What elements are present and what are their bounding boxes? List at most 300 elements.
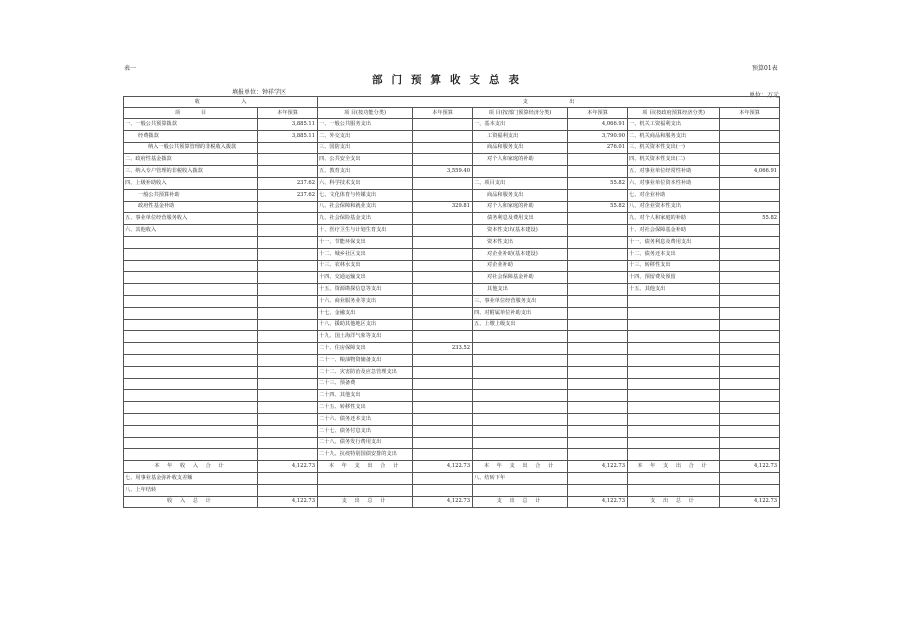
econ-dept-item-cell: 三、事业单位经营服务支出: [473, 295, 568, 307]
econ-gov-item-cell: 六、对事业单位资本性补助: [628, 177, 720, 189]
income-budget-cell: [258, 260, 318, 272]
table-row: [124, 354, 780, 366]
econ-gov-item-cell: [628, 343, 720, 355]
table-row: [124, 119, 780, 131]
empty-cell: [628, 484, 720, 496]
function-item-cell: 十七、金融支出: [318, 307, 413, 319]
income-budget-cell: [258, 354, 318, 366]
income-budget-cell: [258, 201, 318, 213]
function-budget-cell: [413, 119, 473, 131]
income-item-cell: [124, 413, 258, 425]
total-row: [124, 461, 780, 473]
function-item-cell: 八、社会保障和就业支出: [318, 201, 413, 213]
econ-dept-item-cell: [473, 413, 568, 425]
econ-dept-item-cell: [473, 425, 568, 437]
income-item-cell: [124, 437, 258, 449]
empty-cell: [258, 472, 318, 484]
income-item-cell: 四、上级补助收入: [124, 177, 258, 189]
last-year-row: [124, 484, 780, 496]
income-budget-cell: [258, 413, 318, 425]
table-row: [124, 449, 780, 461]
empty-cell: [628, 472, 720, 484]
econ-gov-budget-cell: [720, 189, 780, 201]
econ-dept-item-cell: 二、项目支出: [473, 177, 568, 189]
table-row: [124, 307, 780, 319]
econ-gov-item-cell: 十五、其他支出: [628, 284, 720, 296]
income-item-cell: 五、事业单位经营服务收入: [124, 213, 258, 225]
econ-gov-budget-cell: [720, 225, 780, 237]
function-item-cell: 十六、商业服务业等支出: [318, 295, 413, 307]
econ-dept-budget-cell: [568, 354, 628, 366]
econ-dept-budget-cell: [568, 425, 628, 437]
econ-dept-budget-cell: 276.01: [568, 142, 628, 154]
carry-label: 八、结转下年: [473, 472, 568, 484]
income-budget-cell: [258, 343, 318, 355]
econ-gov-budget-cell: [720, 402, 780, 414]
econ-gov-budget-cell: 4,066.91: [720, 166, 780, 178]
econ-gov-item-cell: [628, 354, 720, 366]
econ-gov-budget-cell: [720, 142, 780, 154]
econ-dept-item-cell: 对企业补助(基本建设): [473, 248, 568, 260]
econ-dept-budget-cell: [568, 331, 628, 343]
econ-dept-budget-cell: [568, 307, 628, 319]
econ-gov-budget-cell: [720, 177, 780, 189]
function-item-cell: 二十三、预备费: [318, 378, 413, 390]
econ-dept-item-cell: 五、上缴上级支出: [473, 319, 568, 331]
col-item-header: 项 目: [124, 108, 258, 119]
econ-gov-budget-cell: 55.82: [720, 213, 780, 225]
income-total-value: 4,122.73: [258, 461, 318, 473]
econ-dept-budget-cell: [568, 248, 628, 260]
function-budget-cell: [413, 225, 473, 237]
function-budget-cell: [413, 378, 473, 390]
econ-gov-item-cell: 二、机关商品和服务支出: [628, 130, 720, 142]
income-budget-cell: [258, 248, 318, 260]
income-item-cell: 纳入一般公共预算管理的非税收入拨款: [124, 142, 258, 154]
function-budget-cell: [413, 236, 473, 248]
function-budget-cell: [413, 425, 473, 437]
table-row: [124, 142, 780, 154]
empty-cell: [413, 472, 473, 484]
income-budget-cell: 3,885.11: [258, 119, 318, 131]
header-row-columns: [124, 108, 780, 119]
econ-dept-budget-cell: [568, 213, 628, 225]
income-header: 收 入: [124, 97, 318, 108]
table-row: [124, 319, 780, 331]
econ-dept-item-cell: 工资福利支出: [473, 130, 568, 142]
table-row: [124, 402, 780, 414]
econ-dept-item-cell: 四、对附属单位补助支出: [473, 307, 568, 319]
empty-cell: [720, 472, 780, 484]
econ-gov-item-cell: 一、机关工资福利支出: [628, 119, 720, 131]
econ-dept-item-cell: [473, 331, 568, 343]
econ-gov-item-cell: 九、对个人和家庭的补助: [628, 213, 720, 225]
function-item-cell: 一、一般公共服务支出: [318, 119, 413, 131]
econ-gov-budget-cell: [720, 260, 780, 272]
income-item-cell: [124, 272, 258, 284]
econ-dept-budget-cell: [568, 437, 628, 449]
income-item-cell: [124, 366, 258, 378]
function-budget-cell: [413, 437, 473, 449]
econ-gov-item-cell: 三、机关资本性支出(一): [628, 142, 720, 154]
income-item-cell: [124, 449, 258, 461]
function-item-cell: 二十四、其他支出: [318, 390, 413, 402]
econ-dept-item-cell: [473, 366, 568, 378]
function-item-cell: 五、教育支出: [318, 166, 413, 178]
function-item-cell: 十四、交通运输支出: [318, 272, 413, 284]
function-item-cell: 六、科学技术支出: [318, 177, 413, 189]
table-row: [124, 130, 780, 142]
income-item-cell: 一、一般公共预算拨款: [124, 119, 258, 131]
table-row: [124, 213, 780, 225]
form-code: 预算01表: [752, 65, 778, 72]
table-row: [124, 154, 780, 166]
econ-dept-budget-cell: [568, 166, 628, 178]
econ-gov-budget-cell: [720, 437, 780, 449]
table-row: [124, 272, 780, 284]
econ-dept-budget-cell: [568, 284, 628, 296]
econ-gov-budget-cell: [720, 236, 780, 248]
econ-dept-budget-cell: [568, 319, 628, 331]
function-item-cell: 二十、住房保障支出: [318, 343, 413, 355]
empty-cell: [318, 484, 413, 496]
income-item-cell: [124, 248, 258, 260]
econ-gov-item-cell: 四、机关资本性支出(二): [628, 154, 720, 166]
income-item-cell: [124, 378, 258, 390]
income-item-cell: 一般公共预算补助: [124, 189, 258, 201]
expense-total-label: 本 年 支 出 合 计: [318, 461, 413, 473]
function-item-cell: 四、公共安全支出: [318, 154, 413, 166]
function-budget-cell: [413, 331, 473, 343]
income-budget-cell: [258, 213, 318, 225]
econ-dept-item-cell: 对社会保障基金补助: [473, 272, 568, 284]
function-budget-cell: [413, 130, 473, 142]
function-budget-cell: [413, 319, 473, 331]
function-budget-cell: [413, 142, 473, 154]
income-item-cell: [124, 390, 258, 402]
function-item-cell: 二十二、灾害防治及应急管理支出: [318, 366, 413, 378]
function-item-cell: 十八、援助其他地区支出: [318, 319, 413, 331]
econ-gov-budget-cell: [720, 331, 780, 343]
table-row: [124, 177, 780, 189]
function-budget-cell: [413, 354, 473, 366]
income-budget-cell: [258, 449, 318, 461]
function-item-cell: 十二、城乡社区支出: [318, 248, 413, 260]
income-item-cell: 二、政府性基金拨款: [124, 154, 258, 166]
col-budget-header: 本年预算: [413, 108, 473, 119]
function-item-cell: 二、外交支出: [318, 130, 413, 142]
income-budget-cell: 3,885.11: [258, 130, 318, 142]
econ-dept-item-cell: [473, 402, 568, 414]
econ-gov-item-cell: [628, 307, 720, 319]
grand-income-value: 4,122.73: [258, 496, 318, 508]
econ-dept-item-cell: 对企业补助: [473, 260, 568, 272]
function-budget-cell: [413, 272, 473, 284]
econ-gov-item-cell: [628, 437, 720, 449]
expense-header: 支 出: [318, 97, 780, 108]
empty-cell: [413, 484, 473, 496]
econ-gov-budget-cell: [720, 119, 780, 131]
econ-dept-budget-cell: [568, 236, 628, 248]
econ-dept-budget-cell: [568, 154, 628, 166]
income-item-cell: [124, 354, 258, 366]
grand-expense-label: 支 出 总 计: [473, 496, 568, 508]
table-row: [124, 413, 780, 425]
empty-cell: [318, 472, 413, 484]
econ-gov-budget-cell: [720, 154, 780, 166]
econ-gov-item-cell: [628, 413, 720, 425]
econ-gov-budget-cell: [720, 307, 780, 319]
econ-gov-budget-cell: [720, 130, 780, 142]
function-item-cell: 十一、节能环保支出: [318, 236, 413, 248]
budget-table: [123, 96, 780, 508]
fund-label: 七、用事业基金弥补收支差额: [124, 472, 258, 484]
econ-gov-budget-cell: [720, 378, 780, 390]
econ-gov-item-cell: [628, 449, 720, 461]
table-row: [124, 295, 780, 307]
econ-gov-budget-cell: [720, 295, 780, 307]
econ-dept-item-cell: 其他支出: [473, 284, 568, 296]
table-row: [124, 343, 780, 355]
income-item-cell: [124, 319, 258, 331]
function-item-cell: 九、社会保险基金支出: [318, 213, 413, 225]
econ-dept-item-cell: [473, 343, 568, 355]
function-item-cell: 十三、农林水支出: [318, 260, 413, 272]
income-item-cell: [124, 295, 258, 307]
econ-gov-budget-cell: [720, 354, 780, 366]
function-item-cell: 二十七、债务付息支出: [318, 425, 413, 437]
income-item-cell: [124, 425, 258, 437]
expense-total-label: 本 年 支 出 合 计: [628, 461, 720, 473]
econ-gov-budget-cell: [720, 201, 780, 213]
empty-cell: [258, 484, 318, 496]
function-budget-cell: [413, 390, 473, 402]
econ-dept-budget-cell: [568, 189, 628, 201]
income-item-cell: [124, 260, 258, 272]
grand-expense-label: 支 出 总 计: [318, 496, 413, 508]
income-item-cell: [124, 402, 258, 414]
income-budget-cell: [258, 402, 318, 414]
function-budget-cell: [413, 366, 473, 378]
econ-dept-budget-cell: [568, 390, 628, 402]
income-budget-cell: [258, 142, 318, 154]
econ-dept-budget-cell: 3,790.90: [568, 130, 628, 142]
econ-gov-item-cell: [628, 319, 720, 331]
expense-total-func-value: 4,122.73: [413, 461, 473, 473]
header-row-top: [124, 97, 780, 108]
income-item-cell: [124, 307, 258, 319]
function-item-cell: 三、国防支出: [318, 142, 413, 154]
income-item-cell: [124, 343, 258, 355]
econ-dept-budget-cell: [568, 402, 628, 414]
function-budget-cell: [413, 189, 473, 201]
table-row: [124, 260, 780, 272]
form-number: 表一: [124, 65, 137, 72]
expense-total-eg-value: 4,122.73: [720, 461, 780, 473]
function-budget-cell: [413, 248, 473, 260]
income-budget-cell: [258, 284, 318, 296]
expense-total-ed-value: 4,122.73: [568, 461, 628, 473]
income-item-cell: [124, 284, 258, 296]
reporting-unit: 填报单位：钟祥学区: [232, 89, 287, 96]
econ-dept-item-cell: [473, 390, 568, 402]
econ-gov-budget-cell: [720, 425, 780, 437]
empty-cell: [473, 484, 568, 496]
econ-dept-item-cell: [473, 166, 568, 178]
econ-dept-item-cell: [473, 354, 568, 366]
col-budget-header: 本年预算: [568, 108, 628, 119]
table-row: [124, 331, 780, 343]
econ-dept-budget-cell: [568, 343, 628, 355]
econ-dept-item-cell: 对个人和家庭的补助: [473, 201, 568, 213]
econ-dept-item-cell: [473, 437, 568, 449]
grand-expense-label: 支 出 总 计: [628, 496, 720, 508]
econ-gov-item-cell: 十二、债务还本支出: [628, 248, 720, 260]
econ-dept-budget-cell: [568, 295, 628, 307]
income-total-label: 本 年 收 入 合 计: [124, 461, 258, 473]
income-budget-cell: [258, 272, 318, 284]
econ-dept-budget-cell: [568, 272, 628, 284]
table-row: [124, 201, 780, 213]
econ-gov-item-cell: 十、对社会保障基金补助: [628, 225, 720, 237]
income-budget-cell: [258, 154, 318, 166]
econ-gov-item-cell: 八、对企业资本性支出: [628, 201, 720, 213]
function-item-cell: 十、医疗卫生与计划生育支出: [318, 225, 413, 237]
last-year-label: 八、上年结转: [124, 484, 258, 496]
income-budget-cell: [258, 166, 318, 178]
econ-dept-budget-cell: 55.82: [568, 177, 628, 189]
grand-expense-ed-value: 4,122.73: [568, 496, 628, 508]
econ-dept-budget-cell: [568, 378, 628, 390]
econ-dept-budget-cell: [568, 449, 628, 461]
function-budget-cell: 3,559.40: [413, 166, 473, 178]
empty-cell: [568, 472, 628, 484]
grand-income-label: 收 入 总 计: [124, 496, 258, 508]
econ-gov-budget-cell: [720, 343, 780, 355]
function-budget-cell: [413, 284, 473, 296]
income-budget-cell: [258, 390, 318, 402]
econ-gov-item-cell: [628, 331, 720, 343]
income-budget-cell: [258, 225, 318, 237]
function-budget-cell: [413, 213, 473, 225]
table-row: [124, 437, 780, 449]
function-item-cell: 二十五、转移性支出: [318, 402, 413, 414]
function-item-cell: 十九、国土海洋气象等支出: [318, 331, 413, 343]
table-row: [124, 284, 780, 296]
income-budget-cell: [258, 307, 318, 319]
econ-dept-budget-cell: [568, 366, 628, 378]
income-item-cell: [124, 331, 258, 343]
income-budget-cell: [258, 295, 318, 307]
table-row: [124, 366, 780, 378]
income-budget-cell: [258, 378, 318, 390]
function-item-cell: 二十九、抗疫特别国债安排的支出: [318, 449, 413, 461]
col-budget-header: 本年预算: [720, 108, 780, 119]
function-budget-cell: [413, 177, 473, 189]
income-item-cell: 政府性基金补助: [124, 201, 258, 213]
econ-dept-item-cell: 一、基本支出: [473, 119, 568, 131]
econ-gov-budget-cell: [720, 390, 780, 402]
econ-dept-item-cell: 资本性支出(基本建设): [473, 225, 568, 237]
econ-dept-budget-cell: [568, 413, 628, 425]
col-econ-gov-header: 项 目(按政府预算经济分类): [628, 108, 720, 119]
econ-gov-item-cell: [628, 402, 720, 414]
table-row: [124, 225, 780, 237]
income-budget-cell: [258, 366, 318, 378]
econ-gov-budget-cell: [720, 248, 780, 260]
income-item-cell: [124, 236, 258, 248]
col-budget-header: 本年预算: [258, 108, 318, 119]
income-budget-cell: 237.62: [258, 189, 318, 201]
econ-dept-item-cell: 商品和服务支出: [473, 189, 568, 201]
econ-gov-item-cell: [628, 390, 720, 402]
econ-gov-item-cell: 七、对企业补助: [628, 189, 720, 201]
income-budget-cell: [258, 236, 318, 248]
function-item-cell: 二十八、债务发行费用支出: [318, 437, 413, 449]
function-budget-cell: [413, 295, 473, 307]
income-budget-cell: 237.62: [258, 177, 318, 189]
function-budget-cell: [413, 260, 473, 272]
econ-gov-item-cell: [628, 378, 720, 390]
empty-cell: [568, 484, 628, 496]
income-budget-cell: [258, 437, 318, 449]
function-budget-cell: 233.52: [413, 343, 473, 355]
grand-expense-eg-value: 4,122.73: [720, 496, 780, 508]
econ-gov-budget-cell: [720, 413, 780, 425]
econ-gov-budget-cell: [720, 449, 780, 461]
function-budget-cell: [413, 307, 473, 319]
empty-cell: [720, 484, 780, 496]
econ-dept-budget-cell: 55.82: [568, 201, 628, 213]
econ-gov-budget-cell: [720, 319, 780, 331]
table-row: [124, 390, 780, 402]
table-row: [124, 425, 780, 437]
econ-gov-item-cell: 五、对事业单位经常性补助: [628, 166, 720, 178]
econ-dept-budget-cell: [568, 225, 628, 237]
table-row: [124, 166, 780, 178]
income-item-cell: 经费拨款: [124, 130, 258, 142]
table-row: [124, 378, 780, 390]
grand-expense-func-value: 4,122.73: [413, 496, 473, 508]
econ-dept-item-cell: 商品和服务支出: [473, 142, 568, 154]
econ-gov-budget-cell: [720, 284, 780, 296]
econ-gov-budget-cell: [720, 366, 780, 378]
econ-gov-item-cell: 十一、债务利息及费用支出: [628, 236, 720, 248]
col-econ-dept-header: 项 目(按部门预算经济分类): [473, 108, 568, 119]
function-item-cell: 二十六、债务还本支出: [318, 413, 413, 425]
income-budget-cell: [258, 331, 318, 343]
income-budget-cell: [258, 425, 318, 437]
table-row: [124, 189, 780, 201]
fund-row: [124, 472, 780, 484]
income-item-cell: 六、其他收入: [124, 225, 258, 237]
col-func-header: 项 目(按功能分类): [318, 108, 413, 119]
page-title: 部门预算收支总表: [372, 74, 528, 86]
econ-gov-item-cell: [628, 295, 720, 307]
grand-total-row: [124, 496, 780, 508]
econ-dept-item-cell: [473, 449, 568, 461]
econ-dept-budget-cell: [568, 260, 628, 272]
table-row: [124, 248, 780, 260]
function-item-cell: 二十一、粮油物资储备支出: [318, 354, 413, 366]
amount-unit: 单位：万元: [749, 92, 780, 99]
function-budget-cell: [413, 402, 473, 414]
function-budget-cell: [413, 449, 473, 461]
econ-gov-item-cell: [628, 366, 720, 378]
function-budget-cell: [413, 413, 473, 425]
function-item-cell: 七、文化体育与传媒支出: [318, 189, 413, 201]
econ-dept-budget-cell: 4,066.91: [568, 119, 628, 131]
